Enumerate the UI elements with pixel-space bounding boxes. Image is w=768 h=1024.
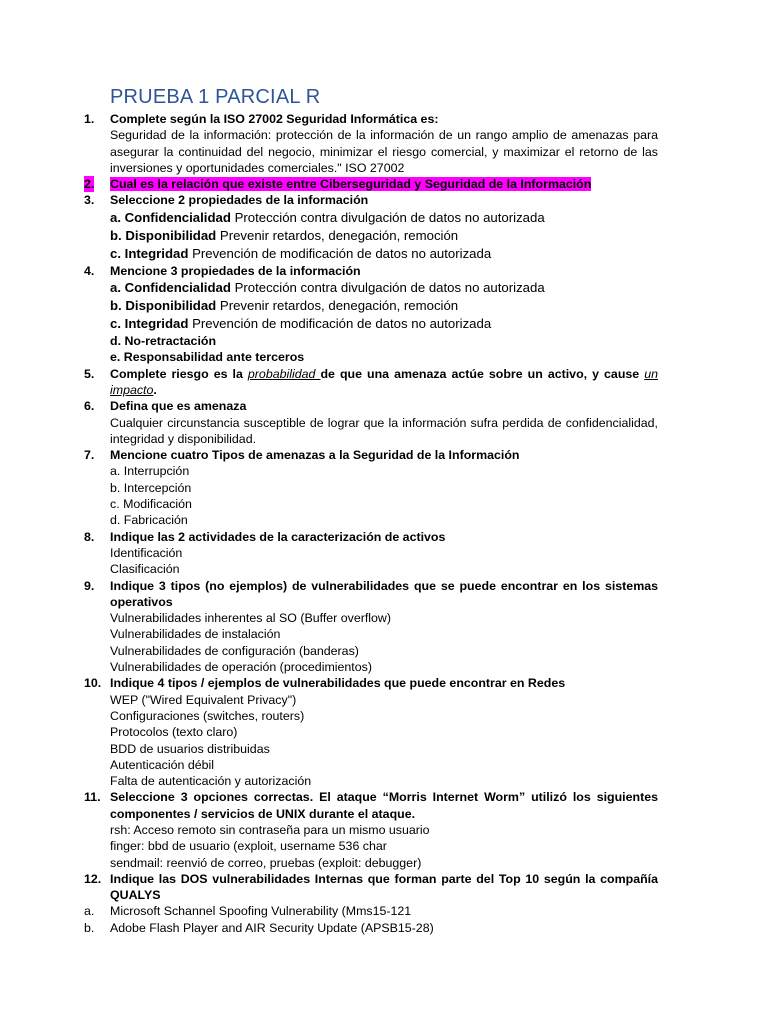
blank-answer: probabilidad (247, 366, 321, 381)
answer-text: Cualquier circunstancia susceptible de lograr que la información sufra perdida de confidencialidad, integridad y disponibilidad. (110, 415, 658, 446)
list-item (84, 920, 658, 936)
list-item: WEP ("Wired Equivalent Privacy") (110, 692, 297, 707)
list-item: b. Intercepción (110, 480, 192, 495)
question-number: 7. (84, 448, 95, 463)
list-item (84, 903, 658, 919)
question-5 (84, 366, 658, 399)
question-number: 2. (84, 177, 95, 192)
list-item: Vulnerabilidades de instalación (110, 627, 281, 642)
list-item: c. Integridad Prevención de modificación de datos no autorizada (110, 316, 492, 332)
question-number: 10. (84, 676, 102, 691)
list-item: d. No-retractación (110, 334, 217, 349)
question-number: 3. (84, 193, 95, 208)
question-text: Mencione cuatro Tipos de amenazas a la Seguridad de la Información (110, 448, 520, 463)
blank-answer: un (644, 366, 659, 381)
answer-text: Seguridad de la información: protección de la información de un rango amplio de amenazas para asegurar la continuidad del negocio, minimizar el riesgo comercial, y maximizar el retorno de las inversiones y oportunidades comerciales." ISO 27002 (110, 128, 658, 175)
item-text: Microsoft Schannel Spoofing Vulnerability (Mms15-121 (110, 904, 412, 919)
question-12 (84, 871, 658, 904)
list-item: e. Responsabilidad ante terceros (110, 350, 305, 365)
question-8 (84, 529, 658, 578)
question-text: Seleccione 3 opciones correctas. El ataque “Morris Internet Worm” utilizó los siguientes componentes / servicios de UNIX durante el ataque. (110, 790, 658, 821)
item-letter: a. (84, 904, 95, 919)
list-item: a. Confidencialidad Protección contra divulgación de datos no autorizada (110, 280, 545, 296)
question-text: Mencione 3 propiedades de la información (110, 263, 361, 278)
list-item: b. Disponibilidad Prevenir retardos, denegación, remoción (110, 298, 459, 314)
question-number: 12. (84, 871, 102, 886)
question-text: Indique las DOS vulnerabilidades Internas que forman parte del Top 10 según la compañía QUALYS (110, 871, 658, 903)
question-number: 11. (84, 790, 101, 805)
question-number: 5. (84, 366, 95, 381)
blank-answer: impacto (110, 382, 154, 397)
list-item: a. Interrupción (110, 464, 190, 479)
question-text: Indique 4 tipos / ejemplos de vulnerabilidades que puede encontrar en Redes (110, 676, 566, 691)
list-item: c. Integridad Prevención de modificación de datos no autorizada (110, 245, 492, 261)
question-list (84, 111, 658, 936)
item-text: Adobe Flash Player and AIR Security Update (APSB15-28) (110, 920, 434, 935)
question-text-highlighted: Cual es la relación que existe entre Ciberseguridad y Seguridad de la Información (110, 177, 592, 192)
question-text: Defina que es amenaza (110, 399, 247, 414)
list-item: Clasificación (110, 562, 180, 577)
question-number: 6. (84, 399, 95, 414)
list-item: BDD de usuarios distribuidas (110, 741, 270, 756)
question-2 (84, 176, 658, 192)
list-item: Autenticación débil (110, 757, 215, 772)
list-item: b. Disponibilidad Prevenir retardos, denegación, remoción (110, 227, 459, 243)
list-item: Vulnerabilidades inherentes al SO (Buffer overflow) (110, 611, 392, 626)
list-item: Vulnerabilidades de configuración (banderas) (110, 643, 359, 658)
question-number: 8. (84, 529, 95, 544)
list-item: c. Modificación (110, 497, 192, 512)
question-7 (84, 447, 658, 528)
list-item: rsh: Acceso remoto sin contraseña para un mismo usuario (110, 822, 430, 837)
list-item: sendmail: reenvió de correo, pruebas (exploit: debugger) (110, 855, 422, 870)
question-number: 4. (84, 263, 95, 278)
question-number: 1. (84, 112, 95, 126)
question-text: Complete según la ISO 27002 Seguridad Informática es: (110, 112, 439, 126)
list-item: d. Fabricación (110, 513, 188, 528)
question-text: Indique las 2 actividades de la caracterización de activos (110, 529, 446, 544)
list-item: a. Confidencialidad Protección contra divulgación de datos no autorizada (110, 209, 545, 225)
list-item: Configuraciones (switches, routers) (110, 708, 305, 723)
question-11 (84, 789, 658, 870)
question-6 (84, 398, 658, 447)
list-item: Protocolos (texto claro) (110, 725, 238, 740)
question-10 (84, 675, 658, 789)
list-item: Falta de autenticación y autorización (110, 774, 312, 789)
question-9 (84, 578, 658, 676)
list-item: finger: bbd de usuario (exploit, username 536 char (110, 839, 387, 854)
question-text: Seleccione 2 propiedades de la información (110, 193, 369, 208)
list-item: Identificación (110, 545, 183, 560)
question-1 (84, 111, 658, 176)
question-4 (84, 263, 658, 366)
question-text: Complete riesgo es la probabilidad de que una amenaza actúe sobre un activo, y cause un impacto. (110, 366, 659, 397)
question-text: Indique 3 tipos (no ejemplos) de vulnerabilidades que se puede encontrar en los sistemas operativos (110, 578, 658, 609)
item-letter: b. (84, 920, 95, 935)
question-number: 9. (84, 578, 95, 593)
page-title: PRUEBA 1 PARCIAL R (110, 86, 321, 108)
list-item: Vulnerabilidades de operación (procedimientos) (110, 660, 372, 675)
question-3 (84, 192, 658, 262)
